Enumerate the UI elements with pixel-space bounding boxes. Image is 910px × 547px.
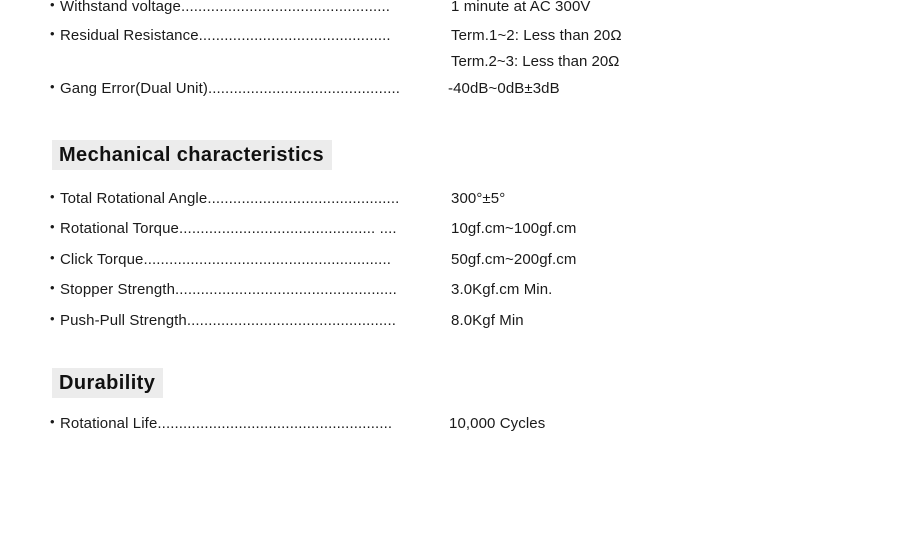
spec-value-secondary: Term.2~3: Less than 20Ω xyxy=(451,53,620,70)
spec-row-rotational-torque xyxy=(50,219,577,238)
spec-row-residual-resistance xyxy=(50,26,622,45)
bullet: • xyxy=(50,311,55,326)
spec-label: Rotational Torque xyxy=(60,220,180,237)
spec-row-push-pull-strength xyxy=(50,311,524,330)
spec-label: Stopper Strength xyxy=(60,281,176,298)
spec-row-gang-error xyxy=(50,79,560,98)
spec-label: Withstand voltage xyxy=(60,0,181,15)
leader-dots: ............................................. xyxy=(207,190,400,207)
spec-value: 300°±5° xyxy=(451,190,506,207)
bullet: • xyxy=(50,280,55,295)
spec-value: 50gf.cm~200gf.cm xyxy=(451,251,577,268)
spec-value: -40dB~0dB±3dB xyxy=(448,80,560,97)
leader-dots: .......................................................... xyxy=(143,251,391,268)
spec-value: 1 minute at AC 300V xyxy=(451,0,591,15)
spec-row-total-rotational-angle xyxy=(50,189,506,208)
spec-row-rotational-life xyxy=(50,414,546,433)
spec-label: Gang Error(Dual Unit) xyxy=(60,80,208,97)
leader-dots: .............................................. .... xyxy=(179,220,397,237)
spec-value: 10,000 Cycles xyxy=(449,415,546,432)
bullet: • xyxy=(50,26,55,41)
leader-dots: ............................................. xyxy=(207,80,401,97)
spec-label: Total Rotational Angle xyxy=(60,190,208,207)
section-title-durability: Durability xyxy=(52,368,163,398)
bullet: • xyxy=(50,79,55,94)
spec-value: 3.0Kgf.cm Min. xyxy=(451,281,553,298)
bullet: • xyxy=(50,189,55,204)
spec-row-withstand-voltage xyxy=(50,0,591,16)
leader-dots: ................................................. xyxy=(186,312,396,329)
spec-row-click-torque xyxy=(50,250,577,269)
bullet: • xyxy=(50,414,55,429)
bullet: • xyxy=(50,219,55,234)
section-title-mechanical: Mechanical characteristics xyxy=(52,140,332,170)
leader-dots: ....................................................... xyxy=(157,415,393,432)
leader-dots: ............................................. xyxy=(198,27,391,44)
spec-value: Term.1~2: Less than 20Ω xyxy=(451,27,622,44)
spec-label: Residual Resistance xyxy=(60,27,199,44)
spec-value: 8.0Kgf Min xyxy=(451,312,524,329)
spec-value: 10gf.cm~100gf.cm xyxy=(451,220,577,237)
bullet: • xyxy=(50,0,55,12)
spec-label: Rotational Life xyxy=(60,415,158,432)
spec-row-stopper-strength xyxy=(50,280,553,299)
spec-label: Click Torque xyxy=(60,251,144,268)
spec-label: Push-Pull Strength xyxy=(60,312,187,329)
leader-dots: .................................................... xyxy=(175,281,397,298)
leader-dots: ................................................. xyxy=(180,0,391,15)
bullet: • xyxy=(50,250,55,265)
